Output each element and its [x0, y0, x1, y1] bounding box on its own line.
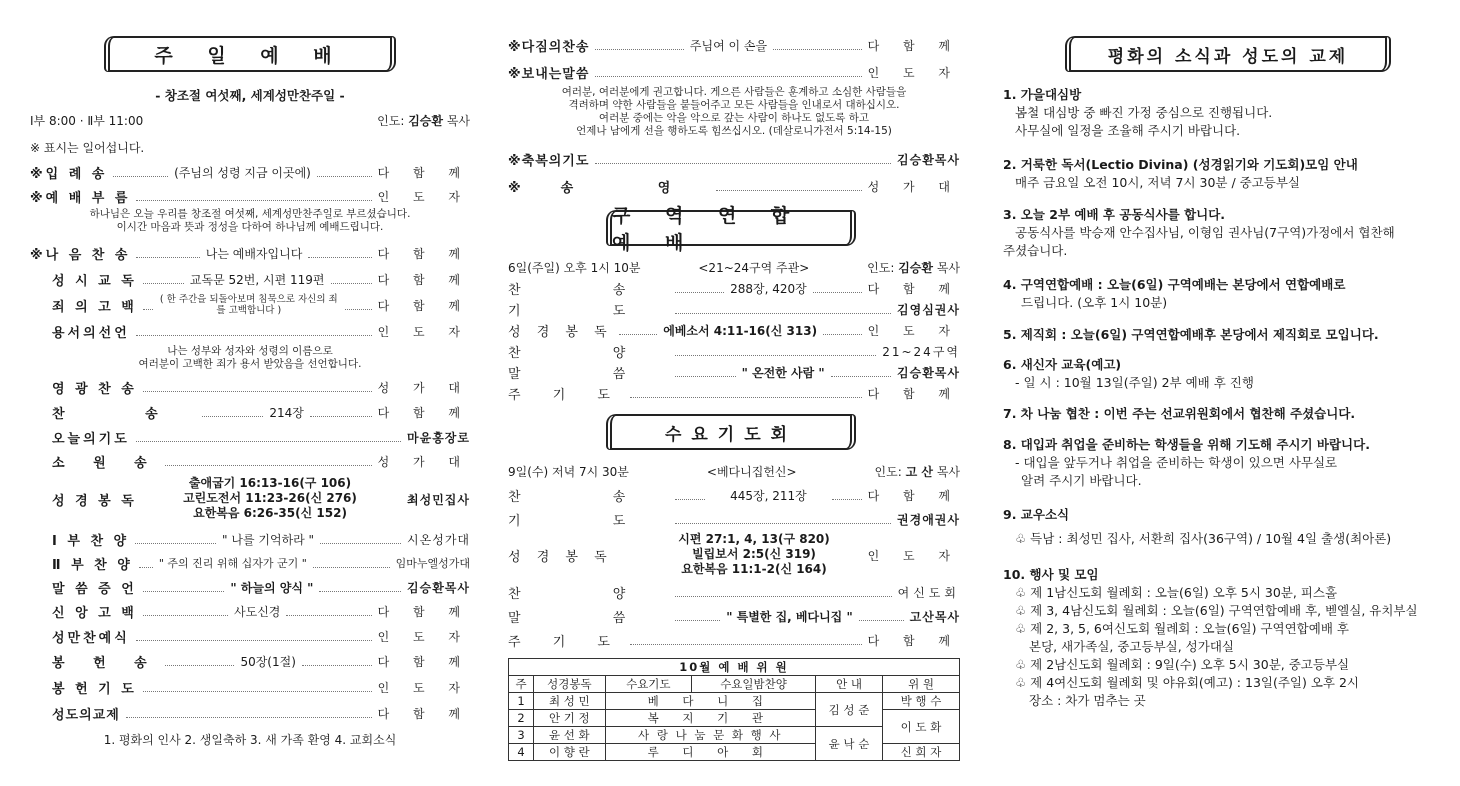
sunday-worship-column: [30, 0, 470, 786]
item-who: 다 함 께: [867, 281, 960, 296]
item-label: 찬 양: [508, 345, 670, 361]
news-column: [1003, 0, 1440, 786]
header-cell: 성경봉독: [534, 676, 605, 693]
table-header-row: [509, 676, 960, 693]
subtitle-text: - 창조절 여섯째, 세계성만찬주일 -: [155, 88, 345, 103]
wed-item: [508, 486, 960, 504]
union-worship-title: [606, 205, 856, 254]
pardon-note-1: 나는 성부와 성자와 성령의 이름으로: [167, 345, 333, 357]
news-section: [1003, 276, 1440, 312]
table-cell: 복 지 기 관: [605, 710, 815, 727]
service-times-row: [30, 111, 470, 129]
union-host: <21~24구역 주관>: [698, 260, 810, 275]
wed-item: [508, 510, 960, 528]
table-cell: 박 행 수: [883, 693, 960, 710]
item-who: 인 도 자: [867, 323, 961, 338]
section-line: 매주 금요일 오전 10시, 저녁 7시 30분 / 중고등부실: [1015, 175, 1301, 190]
section-heading: 4. 구역연합예배 : 오늘(6일) 구역예배는 본당에서 연합예배로: [1003, 277, 1346, 292]
header-cell: 안 내: [816, 676, 883, 693]
stand-note-text: ※ 표시는 일어섭니다.: [30, 140, 145, 155]
section-line: ♧ 제 4여신도회 월례회 및 야유회(예고) : 13일(주일) 오후 2시: [1015, 675, 1359, 690]
union-leader-label: 인도:: [867, 260, 895, 275]
order-item: [30, 403, 470, 421]
table-cell: 루 디 아 회: [605, 744, 815, 761]
table-row: [509, 693, 960, 710]
table-cell: 1: [509, 693, 534, 710]
section-line: 공동식사를 박승재 안수집사님, 이형임 권사님(7구역)가정에서 협찬해: [1015, 225, 1395, 240]
table-row: [509, 710, 960, 727]
section-line: ♧ 제 1남신도회 월례회 : 오늘(6일) 오후 5시 30분, 피스홀: [1015, 585, 1338, 600]
order-item: [30, 530, 470, 548]
table-row: [509, 744, 960, 761]
item-who: 마윤홍장로: [407, 430, 470, 445]
wed-host: <베다니집헌신>: [706, 464, 797, 479]
table-cell: 사 랑 나 눔 문 화 행 사: [605, 727, 815, 744]
table-cell: 4: [509, 744, 534, 761]
item-value: " 주의 진리 위해 십자가 군기 ": [158, 557, 307, 570]
wed-scripture-2: 빌립보서 2:5(신 319): [692, 547, 816, 561]
table-cell: 베 다 니 집: [605, 693, 815, 710]
table-cell: 2: [509, 710, 534, 727]
item-label: Ⅱ 부 찬 양: [52, 557, 133, 573]
item-label: 용서의선언: [52, 325, 130, 341]
item-who: 21~24구역: [882, 344, 960, 359]
order-item: [30, 602, 470, 620]
subtitle: [30, 86, 470, 104]
send-note-1: 여러분, 여러분에게 권고합니다. 게으른 사람들은 훈계하고 소심한 사람들을: [561, 86, 907, 98]
news-section: [1003, 356, 1440, 392]
header-cell: 수요기도: [605, 676, 691, 693]
order-item: [30, 452, 470, 470]
section-line: 주셨습니다.: [1003, 243, 1068, 258]
fellowship-note-text: 1. 평화의 인사 2. 생일축하 3. 새 가족 환영 4. 교회소식: [103, 732, 397, 747]
item-label: 오늘의기도: [52, 431, 130, 447]
item-who: 다 함 께: [377, 298, 470, 313]
table-cell: 신 희 자: [883, 744, 960, 761]
section-line: 알려 주시기 바랍니다.: [1021, 473, 1142, 488]
item-who: 다 함 께: [377, 165, 471, 180]
news-title: [1065, 36, 1391, 72]
header-cell: 수요일밤찬양: [692, 676, 816, 693]
table-cell: 이 향 란: [534, 744, 605, 761]
item-label: 죄 의 고 백: [52, 299, 137, 315]
union-leader-title: 목사: [936, 260, 960, 275]
wed-item: [508, 607, 960, 625]
wed-leader-title: 목사: [936, 464, 960, 479]
header-cell: 주: [509, 676, 534, 693]
item-who: 김영심권사: [897, 302, 960, 317]
item-label: ※보내는말씀: [508, 66, 590, 82]
stand-note: [30, 138, 470, 156]
order-item: [30, 244, 470, 262]
union-time: 6일(주일) 오후 1시 10분: [508, 260, 641, 275]
table-cell: 김 성 준: [816, 693, 883, 727]
order-item: [30, 578, 470, 596]
section-heading: 2. 거룩한 독서(Lectio Divina) (성경읽기와 기도회)모임 안내: [1003, 157, 1358, 172]
item-who: 인 도 자: [377, 680, 470, 695]
item-label: 영 광 찬 송: [52, 381, 137, 397]
news-section: [1003, 436, 1440, 490]
news-section: [1003, 566, 1440, 710]
item-who: 다 함 께: [377, 604, 470, 619]
table-cell: 이 도 화: [883, 710, 960, 744]
item-who: 다 함 께: [867, 488, 960, 503]
order-item: [30, 678, 470, 696]
scripture-3: 요한복음 6:26-35(신 152): [193, 506, 347, 520]
union-item: [508, 363, 960, 381]
item-who: 인 도 자: [377, 324, 470, 339]
item-who: 다 함 께: [377, 246, 471, 261]
order-item: [508, 63, 960, 81]
news-title-text: 평화의 소식과 성도의 교제: [1107, 46, 1349, 67]
item-who: 다 함 께: [377, 654, 470, 669]
item-who: 다 함 께: [377, 272, 471, 287]
item-who: 시온성가대: [407, 532, 471, 547]
item-label: 말 씀 증 언: [52, 581, 137, 597]
item-value: 주님여 이 손을: [689, 38, 768, 53]
order-item: [30, 163, 470, 181]
section-heading: 6. 새신자 교육(예고): [1003, 357, 1122, 372]
item-label: 성만찬예식: [52, 630, 130, 646]
item-label: 말 씀: [508, 610, 670, 626]
item-value: 교독문 52번, 시편 119편: [189, 272, 325, 287]
send-note-4: 언제나 남에게 선을 행하도록 힘쓰십시오. (데살로니가전서 5:14-15): [576, 125, 892, 137]
news-section: [1003, 405, 1440, 423]
send-note-2: 격려하며 약한 사람들을 붙들어주고 모든 사람들을 인내로서 대하십시오.: [568, 99, 900, 111]
news-section: [1003, 206, 1440, 260]
news-section: [1003, 86, 1440, 140]
news-section: [1003, 156, 1440, 192]
section-line: 봄철 대심방 중 빠진 가정 중심으로 진행됩니다.: [1015, 105, 1273, 120]
order-item: [30, 378, 470, 396]
service-times: Ⅰ부 8:00 · Ⅱ부 11:00: [30, 113, 144, 128]
section-line: ♧ 득남 : 최성민 집사, 서환희 집사(36구역) / 10월 4일 출생(최아론): [1015, 531, 1392, 546]
item-who: 성 가 대: [377, 454, 470, 469]
section-line: ♧ 제 2, 3, 5, 6여신도회 월례회 : 오늘(6일) 구역연합예배 후: [1015, 621, 1349, 636]
wed-item: [508, 583, 960, 601]
union-item: [508, 279, 960, 297]
order-item: [508, 177, 960, 195]
item-label: ※송 영: [508, 180, 711, 196]
call-note-1: 하나님은 오늘 우리를 창조절 여섯째, 세계성만찬주일로 부르셨습니다.: [89, 208, 411, 220]
leader-label: 인도:: [377, 113, 405, 128]
item-label: 찬 양: [508, 586, 670, 602]
item-label: 기 도: [508, 303, 670, 319]
item-value: " 온전한 사람 ": [741, 365, 825, 380]
pardon-note-2: 여러분이 고백한 죄가 용서 받았음을 선언합니다.: [138, 358, 362, 370]
item-who: 김승환목사: [897, 152, 960, 167]
item-label: 봉 헌 송: [52, 655, 159, 671]
section-line: ♧ 제 3, 4남신도회 월례회 : 오늘(6일) 구역연합예배 후, 벧엘실, 유치부실: [1015, 603, 1418, 618]
item-label: Ⅰ 부 찬 양: [52, 533, 130, 549]
wed-item: [508, 546, 960, 564]
section-heading: 1. 가을대심방: [1003, 87, 1082, 102]
item-label: ※나 음 찬 송: [30, 247, 131, 263]
leader-name: 김승환: [408, 113, 443, 128]
item-value: " 특별한 집, 베다니집 ": [726, 609, 853, 624]
item-label: ※입 례 송: [30, 166, 108, 182]
item-who: 여신도회: [897, 585, 960, 600]
wednesday-prayer-title: [606, 414, 856, 450]
order-item: [30, 704, 470, 722]
section-line: 장소 : 차가 멈추는 곳: [1029, 693, 1146, 708]
wed-scripture-1: 시편 27:1, 4, 13(구 820): [678, 532, 830, 546]
order-item: [30, 428, 470, 446]
sunday-worship-title: [104, 36, 396, 72]
table-cell: 최 성 민: [534, 693, 605, 710]
item-who: 고산목사: [909, 609, 961, 624]
wed-time: 9일(수) 저녁 7시 30분: [508, 464, 629, 479]
item-label: 성도의교제: [52, 707, 120, 723]
union-item: [508, 342, 960, 360]
item-who: 김승환목사: [407, 580, 470, 595]
item-who: 인 도 자: [867, 548, 960, 563]
sending-words: [508, 86, 960, 138]
item-who: 인 도 자: [377, 189, 470, 204]
pardon-note: [30, 345, 470, 371]
worship-committee-table: [508, 658, 960, 761]
union-item: [508, 300, 960, 318]
scripture-readings: [70, 476, 470, 521]
call-note: [30, 208, 470, 234]
order-item: [30, 554, 470, 572]
section-heading: 9. 교우소식: [1003, 507, 1070, 522]
union-info-row: [508, 258, 960, 276]
order-item: [30, 270, 470, 288]
item-value: (주님의 성령 지금 이곳에): [174, 165, 311, 180]
scripture-2: 고린도전서 11:23-26(신 276): [183, 491, 357, 505]
item-who: 다 함 께: [377, 405, 470, 420]
item-label: 성 시 교 독: [52, 273, 137, 289]
wed-item: [508, 631, 960, 649]
item-who: 다 함 께: [867, 633, 960, 648]
item-label: 찬 송: [508, 282, 670, 298]
section-line: 본당, 새가족실, 중고등부실, 성가대실: [1029, 639, 1234, 654]
union-leader: 김승환: [898, 260, 933, 275]
header-cell: 위 원: [883, 676, 960, 693]
item-who: 성 가 대: [377, 380, 470, 395]
fellowship-note: [30, 730, 470, 748]
leader-title: 목사: [446, 113, 470, 128]
item-label: 성 경 봉 독: [508, 324, 613, 340]
item-value: 사도신경: [234, 604, 281, 619]
benediction-column: [508, 0, 960, 786]
wed-leader-label: 인도:: [874, 464, 902, 479]
item-value: 445장, 211장: [730, 488, 807, 503]
section-heading: 8. 대입과 취업을 준비하는 학생들을 위해 기도해 주시기 바랍니다.: [1003, 437, 1370, 452]
item-value: " 하늘의 양식 ": [230, 580, 314, 595]
section-heading: 5. 제직회 : 오늘(6일) 구역연합예배후 본당에서 제직회로 모입니다.: [1003, 327, 1379, 342]
item-label: ※다짐의찬송: [508, 39, 590, 55]
table-cell: 윤 선 화: [534, 727, 605, 744]
item-label: 말 씀: [508, 366, 670, 382]
wed-leader: 고 산: [905, 464, 933, 479]
item-value: 288장, 420장: [730, 281, 807, 296]
item-value: ( 한 주간을 되돌아보며 침묵으로 자신의 죄를 고백합니다 ): [159, 294, 338, 316]
section-line: - 일 시 : 10월 13일(주일) 2부 예배 후 진행: [1015, 375, 1254, 390]
section-line: 사무실에 일정을 조율해 주시기 바랍니다.: [1015, 123, 1241, 138]
order-item: [508, 150, 960, 168]
item-label: 성 경 봉 독: [52, 493, 137, 509]
item-who: 권경애권사: [897, 512, 960, 527]
wed-info-row: [508, 462, 960, 480]
order-item: [30, 187, 470, 205]
item-who: 다 함 께: [867, 386, 960, 401]
item-who: 인 도 자: [867, 65, 960, 80]
section-line: - 대입을 앞두거나 취업을 준비하는 학생이 있으면 사무실로: [1015, 455, 1338, 470]
table-cell: 안 기 정: [534, 710, 605, 727]
item-label: ※예 배 부 름: [30, 190, 131, 206]
order-item: [30, 322, 470, 340]
section-heading: 3. 오늘 2부 예배 후 공동식사를 합니다.: [1003, 207, 1226, 222]
order-item: [30, 652, 470, 670]
table-title: 10월 예 배 위 원: [509, 659, 960, 676]
item-who: 다 함 께: [377, 706, 470, 721]
item-who: 임마누엘성가대: [395, 557, 470, 570]
item-who: 최성민집사: [407, 492, 470, 507]
section-heading: 7. 차 나눔 협찬 : 이번 주는 선교위원회에서 협찬해 주셨습니다.: [1003, 406, 1356, 421]
order-item: [30, 296, 470, 314]
item-label: 기 도: [508, 513, 670, 529]
item-label: 성 경 봉 독: [508, 549, 613, 565]
item-label: 주 기 도: [508, 634, 624, 650]
union-title-text: 구 역 연 합 예 배: [612, 205, 804, 254]
item-label: 소 원 송: [52, 455, 159, 471]
section-heading: 10. 행사 및 모임: [1003, 567, 1099, 582]
item-value: 나는 예배자입니다: [205, 246, 303, 261]
item-label: 찬 송: [508, 489, 670, 505]
order-item: [30, 627, 470, 645]
section-line: 드립니다. (오후 1시 10분): [1021, 295, 1168, 310]
union-item: [508, 321, 960, 339]
item-who: 김승환목사: [897, 365, 960, 380]
union-item: [508, 384, 960, 402]
news-section: [1003, 326, 1440, 344]
section-line: ♧ 제 2남신도회 월례회 : 9일(수) 오후 5시 30분, 중고등부실: [1015, 657, 1350, 672]
send-note-3: 여러분 중에는 악을 악으로 갚는 사람이 하나도 없도록 하고: [598, 112, 870, 124]
item-value: 50장(1절): [240, 654, 296, 669]
call-note-2: 이시간 마음과 뜻과 정성을 다하여 하나님께 예배드립니다.: [116, 221, 384, 233]
item-label: 봉 헌 기 도: [52, 681, 137, 697]
wed-scripture-3: 요한복음 11:1-2(신 164): [681, 562, 827, 576]
table-cell: 3: [509, 727, 534, 744]
item-label: 찬 송: [52, 406, 196, 422]
news-section: [1003, 506, 1440, 548]
order-item: [508, 36, 960, 54]
item-who: 다 함 께: [867, 38, 960, 53]
table-cell: 윤 낙 순: [816, 727, 883, 761]
title-text: 주 일 예 배: [154, 44, 346, 67]
item-label: 신 앙 고 백: [52, 605, 137, 621]
item-value: " 나를 기억하라 ": [222, 532, 315, 547]
scripture-1: 출애굽기 16:13-16(구 106): [188, 476, 352, 490]
item-item-who: 인 도 자: [377, 629, 470, 644]
item-value: 214장: [269, 405, 304, 420]
item-label: ※축복의기도: [508, 153, 590, 169]
wed-title-text: 수요기도회: [664, 424, 798, 445]
item-label: 주 기 도: [508, 387, 624, 403]
item-value: 에베소서 4:11-16(신 313): [663, 323, 818, 338]
item-who: 성 가 대: [867, 179, 960, 194]
